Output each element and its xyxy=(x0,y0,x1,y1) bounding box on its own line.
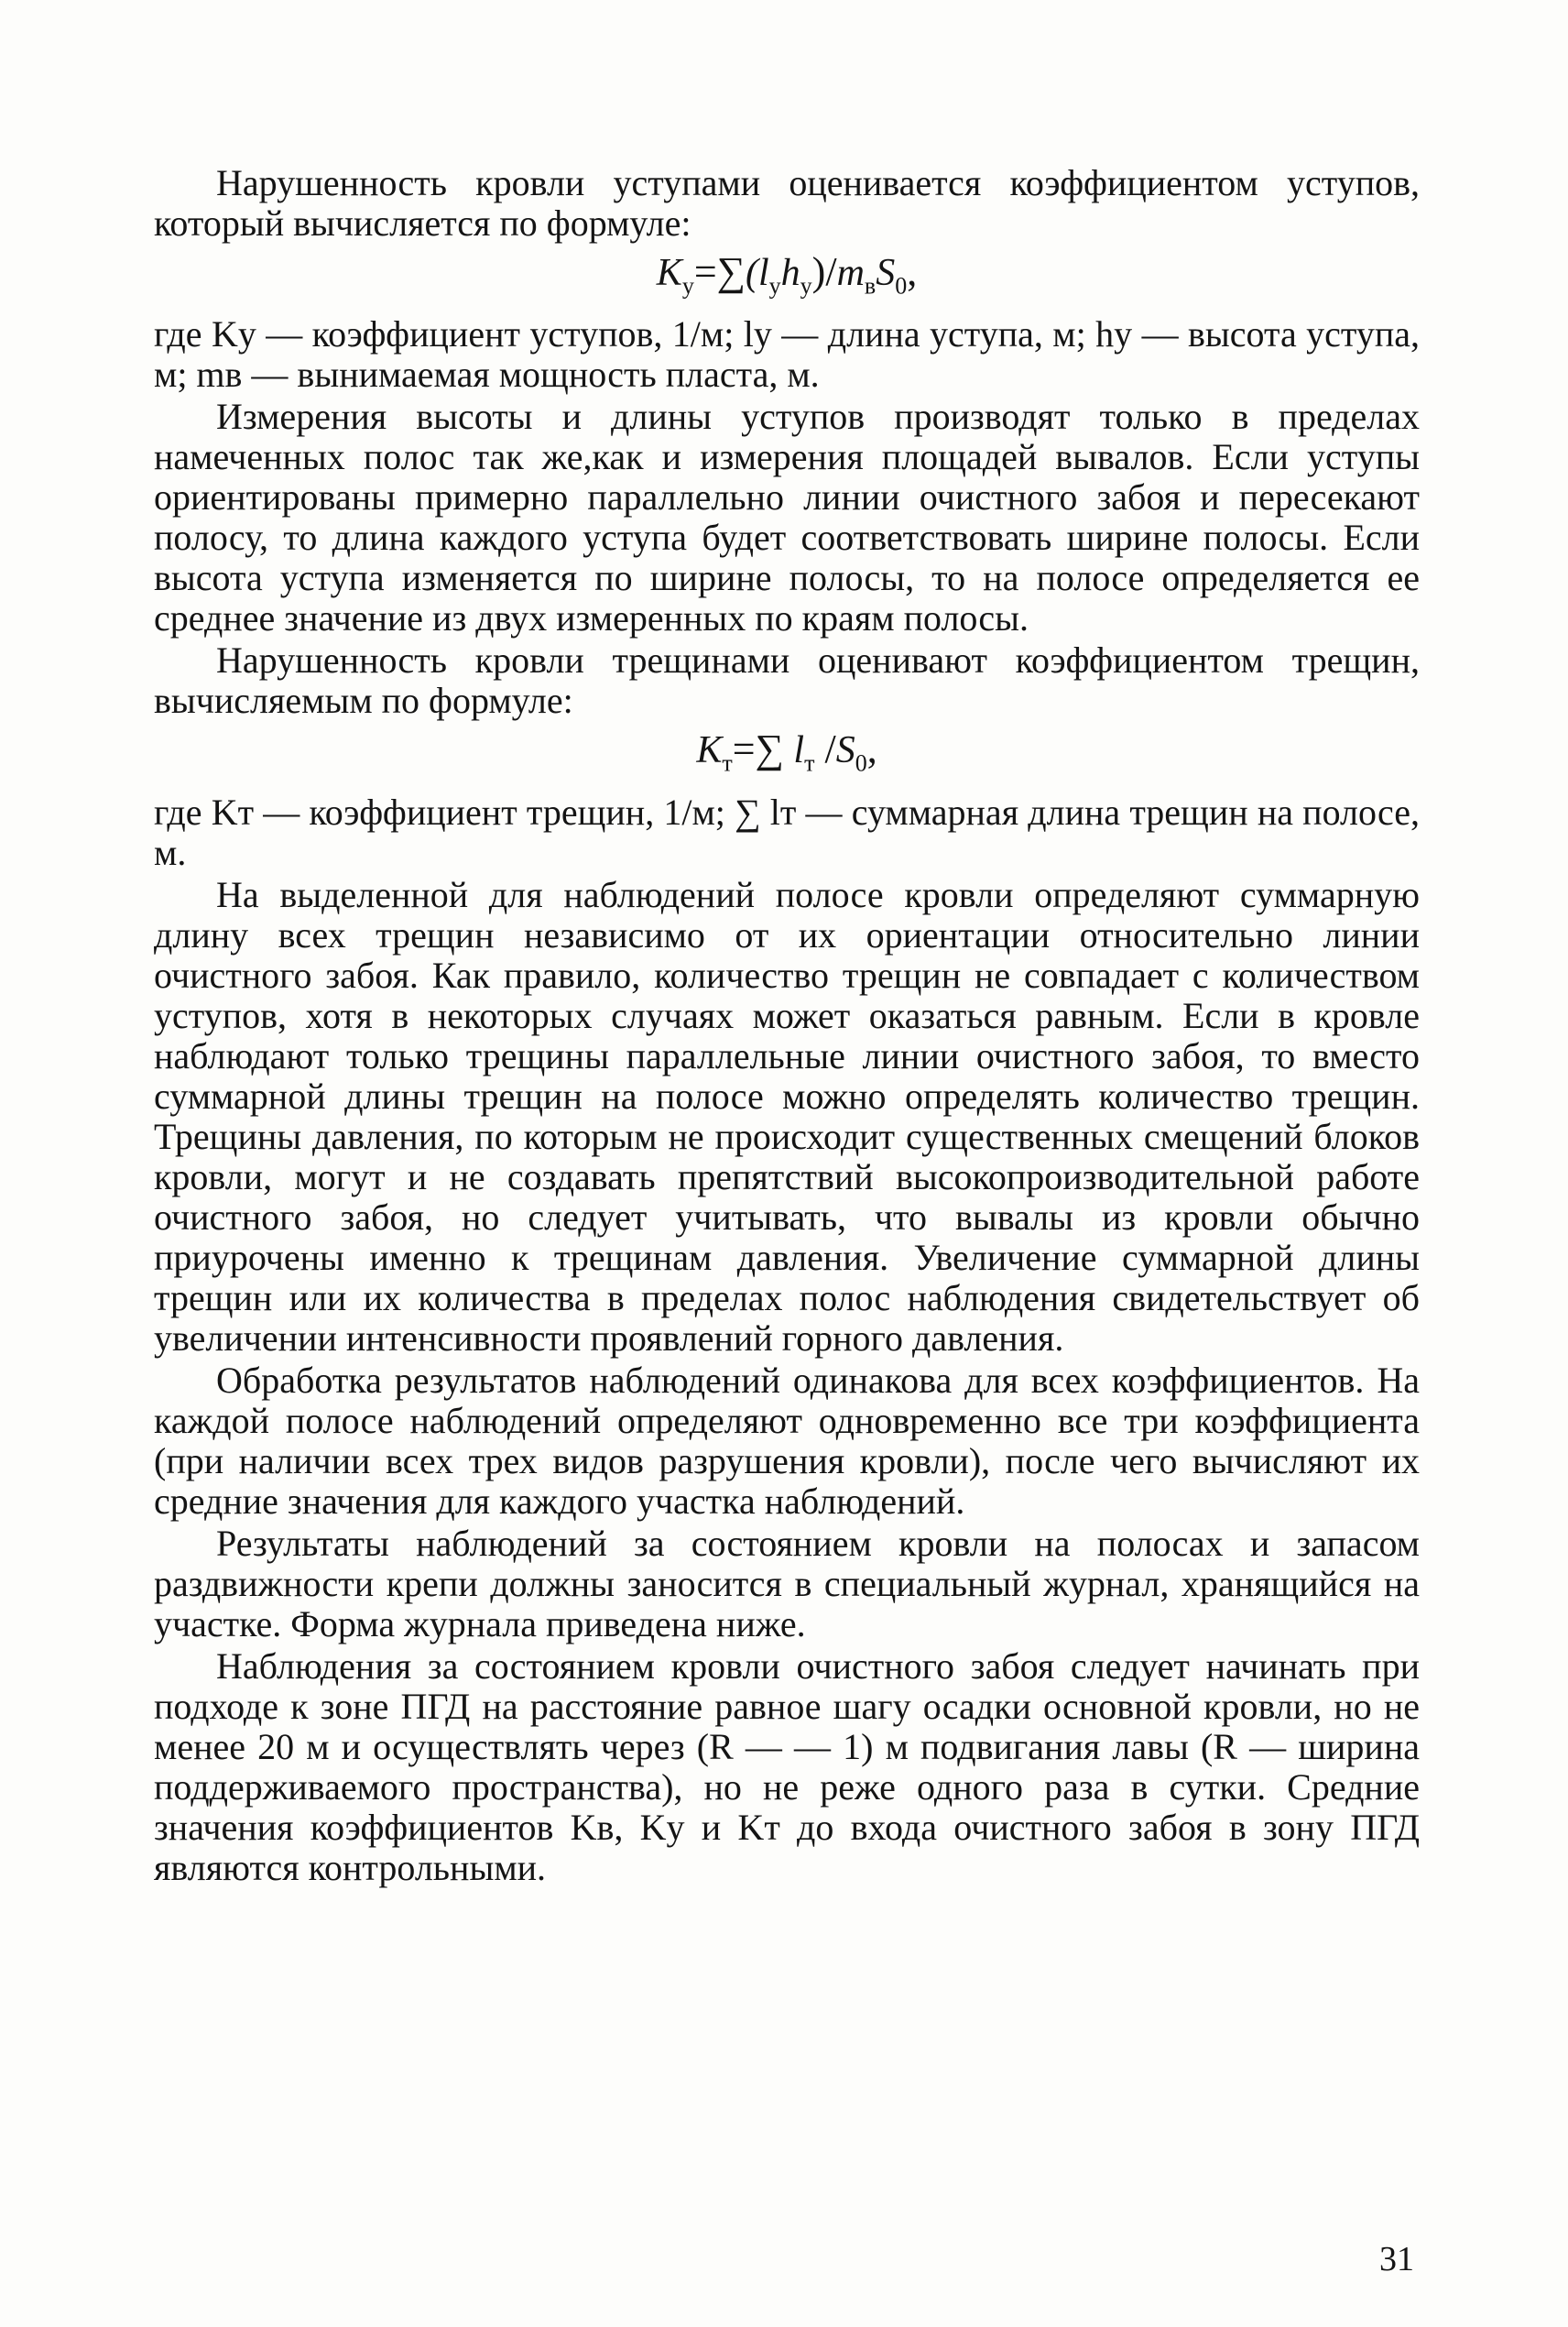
paragraph-observation-schedule: Наблюдения за состоянием кровли очистного забоя следует начинать при подходе к зоне ПГД на расстояние равное шагу осадки основной кровли, но не менее 20 м и осуществлять через (R — — 1) м подвигания лавы (R — ширина поддерживаемого пространства), но не реже одного раза в сутки. Средние значения коэффициентов Kв, Kу и Kт до входа очистного забоя в зону ПГД являются контрольными. xyxy=(154,1644,1420,1888)
formula-symbol: K xyxy=(656,252,682,294)
page-text xyxy=(154,163,1420,1890)
formula-paren: ) xyxy=(811,249,826,294)
paragraph-journal: Результаты наблюдений за состоянием кровли на полосах и запасом раздвижности крепи должны заносится в специальный журнал, хранящийся на участке. Форма журнала приведена ниже. xyxy=(154,1522,1420,1644)
formula-subscript: в xyxy=(864,272,877,300)
formula-equals: = xyxy=(693,249,717,294)
formula-slash: / xyxy=(825,249,837,294)
formula-cracks-coefficient xyxy=(154,727,1420,786)
formula-symbol: S xyxy=(876,252,896,294)
sum-symbol: ∑ xyxy=(755,727,784,772)
paragraph-cracks-measurement: На выделенной для наблюдений полосе кровли определяют суммарную длину всех трещин независимо от их ориентации относительно линии очистного забоя. Как правило, количество трещин не совпадает с количеством уступов, хотя в некоторых случаях может оказаться равным. Если в кровле наблюдают только трещины параллельные линии очистного забоя, то вместо суммарной длины трещин на полосе можно определять количество трещин. Трещины давления, по которым не происходит существенных смещений блоков кровли, могут и не создавать препятствий высокопроизводительной работе очистного забоя, но следует учитывать, что вывалы из кровли обычно приурочены именно к трещинам давления. Увеличение суммарной длины трещин или их количества в пределах полос наблюдения свидетельствует об увеличении интенсивности проявлений горного давления. xyxy=(154,873,1420,1359)
formula-subscript: у xyxy=(681,272,694,300)
formula-comma: , xyxy=(907,249,918,294)
formula-subscript: т xyxy=(722,749,733,777)
paragraph-steps-legend: где Kу — коэффициент уступов, 1/м; lу — длина уступа, м; hу — высота уступа, м; mв — вынимаемая мощность пласта, м. xyxy=(154,313,1420,396)
formula-symbol: K xyxy=(696,729,723,772)
formula-equals: = xyxy=(732,727,756,772)
formula-subscript: т xyxy=(804,749,815,777)
sum-symbol: ∑ xyxy=(716,249,746,294)
formula-symbol: m xyxy=(836,252,865,294)
formula-subscript: у xyxy=(768,272,781,300)
formula-symbol: S xyxy=(835,729,855,772)
paragraph-cracks-intro: Нарушенность кровли трещинами оценивают коэффициентом трещин, вычисляемым по формуле: xyxy=(154,639,1420,722)
formula-subscript: 0 xyxy=(855,749,867,777)
paragraph-steps-intro: Нарушенность кровли уступами оценивается коэффициентом уступов, который вычисляется по формуле: xyxy=(154,162,1420,244)
paragraph-cracks-legend: где Kт — коэффициент трещин, 1/м; ∑ lт — суммарная длина трещин на полосе, м. xyxy=(154,791,1420,873)
formula-comma: , xyxy=(866,727,877,772)
formula-slash: / xyxy=(814,727,836,772)
formula-subscript: у xyxy=(800,272,812,300)
formula-subscript: 0 xyxy=(895,272,908,300)
paragraph-processing: Обработка результатов наблюдений одинакова для всех коэффициентов. На каждой полосе наблюдений определяют одновременно все три коэффициента (при наличии всех трех видов разрушения кровли), после чего вычисляют их средние значения для каждого участка наблюдений. xyxy=(154,1359,1420,1522)
page-number: 31 xyxy=(1379,2240,1414,2278)
formula-symbol: l xyxy=(783,729,805,772)
formula-symbol: h xyxy=(780,252,800,294)
formula-symbol: (l xyxy=(746,252,769,294)
paragraph-steps-measurement: Измерения высоты и длины уступов производят только в пределах намеченных полос так же,как и измерения площадей вывалов. Если уступы ориентированы примерно параллельно линии очистного забоя и пересекают полосу, то длина каждого уступа будет соответствовать ширине полосы. Если высота уступа изменяется по ширине полосы, то на полосе определяется ее среднее значение из двух измеренных по краям полосы. xyxy=(154,396,1420,639)
formula-steps-coefficient xyxy=(154,249,1420,309)
